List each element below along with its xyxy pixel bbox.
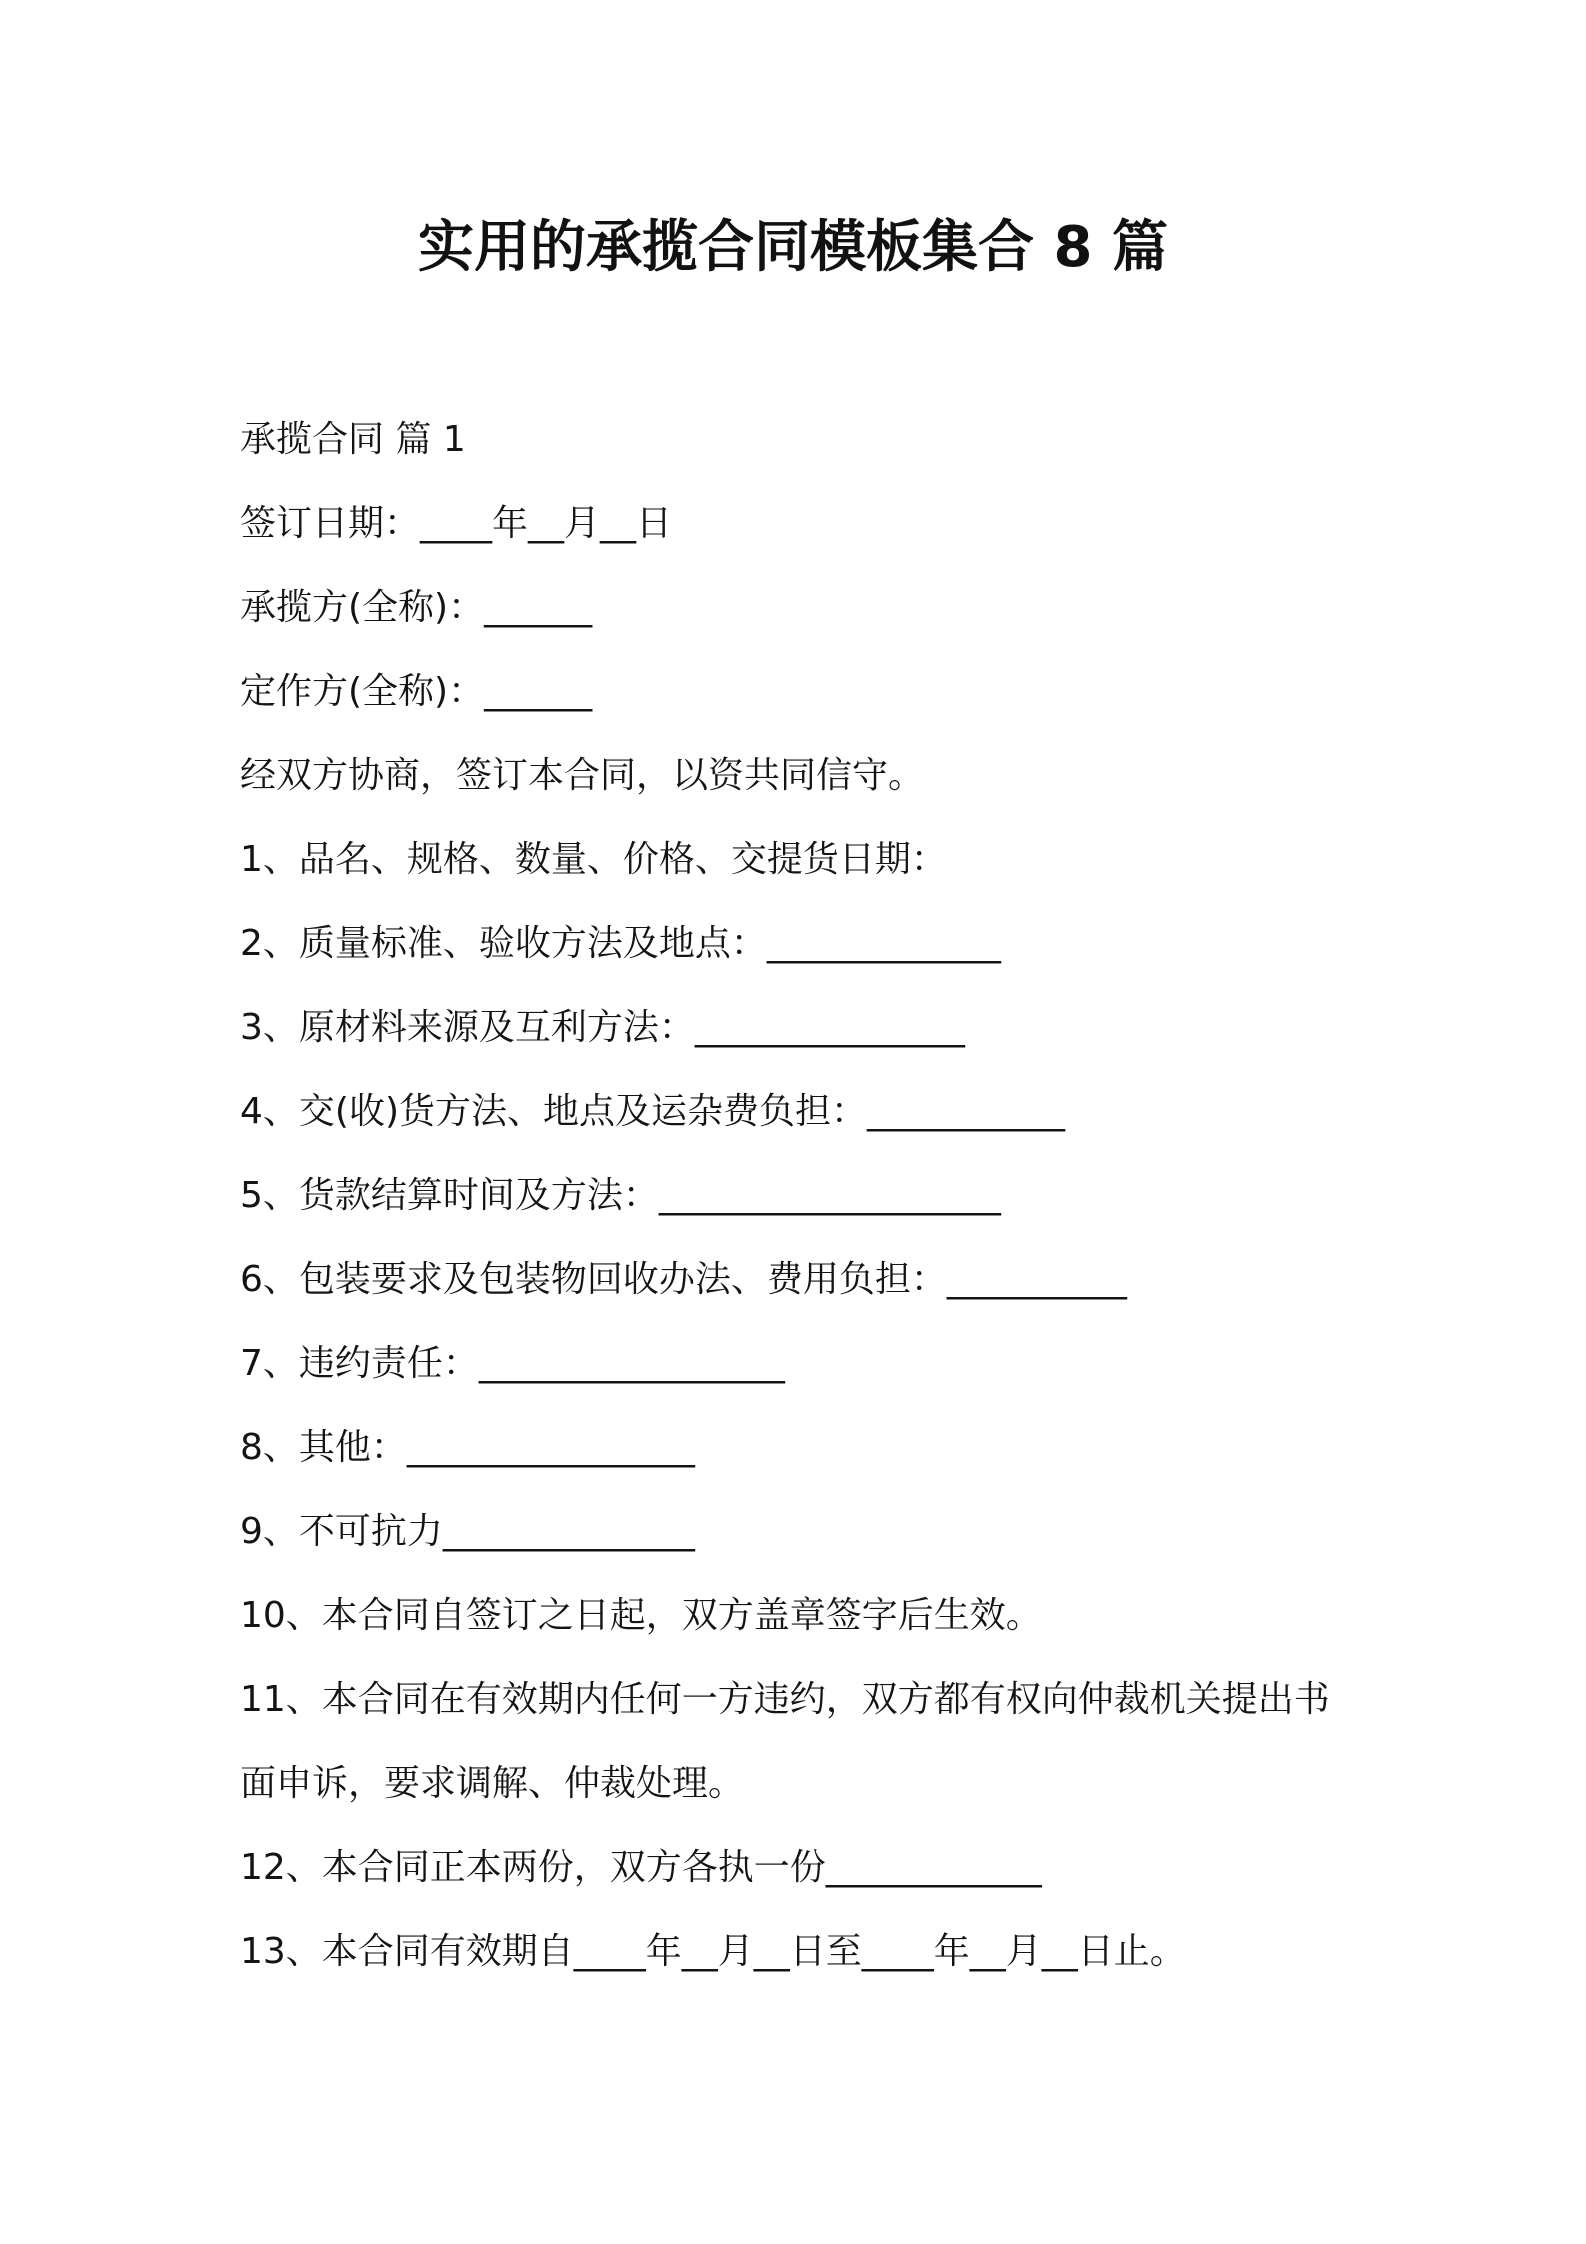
signing-date-line: 签订日期：____年__月__日 bbox=[240, 503, 673, 544]
clause-5: 5、货款结算时间及方法：___________________ bbox=[240, 1175, 1001, 1216]
clause-12: 12、本合同正本两份，双方各执一份____________ bbox=[240, 1847, 1042, 1888]
clause-2: 2、质量标准、验收方法及地点：_____________ bbox=[240, 923, 1001, 964]
clause-3: 3、原材料来源及互利方法：_______________ bbox=[240, 1007, 965, 1048]
contractor-line: 承揽方(全称)：______ bbox=[240, 587, 593, 628]
document-body bbox=[240, 398, 1360, 1994]
clause-6: 6、包装要求及包装物回收办法、费用负担：__________ bbox=[240, 1259, 1127, 1300]
client-line: 定作方(全称)：______ bbox=[240, 671, 593, 712]
page-title: 实用的承揽合同模板集合 8 篇 bbox=[418, 215, 1168, 280]
clause-10: 10、本合同自签订之日起，双方盖章签字后生效。 bbox=[240, 1595, 1042, 1636]
clause-11-part-1: 11、本合同在有效期内任何一方违约，双方都有权向仲裁机关提出书 bbox=[240, 1679, 1330, 1720]
section-heading: 承揽合同 篇 1 bbox=[240, 419, 466, 460]
clause-4: 4、交(收)货方法、地点及运杂费负担：___________ bbox=[240, 1091, 1065, 1132]
clause-11-part-2: 面申诉，要求调解、仲裁处理。 bbox=[240, 1763, 745, 1804]
clause-1: 1、品名、规格、数量、价格、交提货日期： bbox=[240, 839, 947, 880]
clause-13: 13、本合同有效期自____年__月__日至____年__月__日止。 bbox=[240, 1931, 1186, 1972]
clause-7: 7、违约责任：_________________ bbox=[240, 1343, 785, 1384]
clause-9: 9、不可抗力______________ bbox=[240, 1511, 695, 1552]
preamble-line: 经双方协商，签订本合同，以资共同信守。 bbox=[240, 755, 925, 796]
clause-8: 8、其他：________________ bbox=[240, 1427, 695, 1468]
